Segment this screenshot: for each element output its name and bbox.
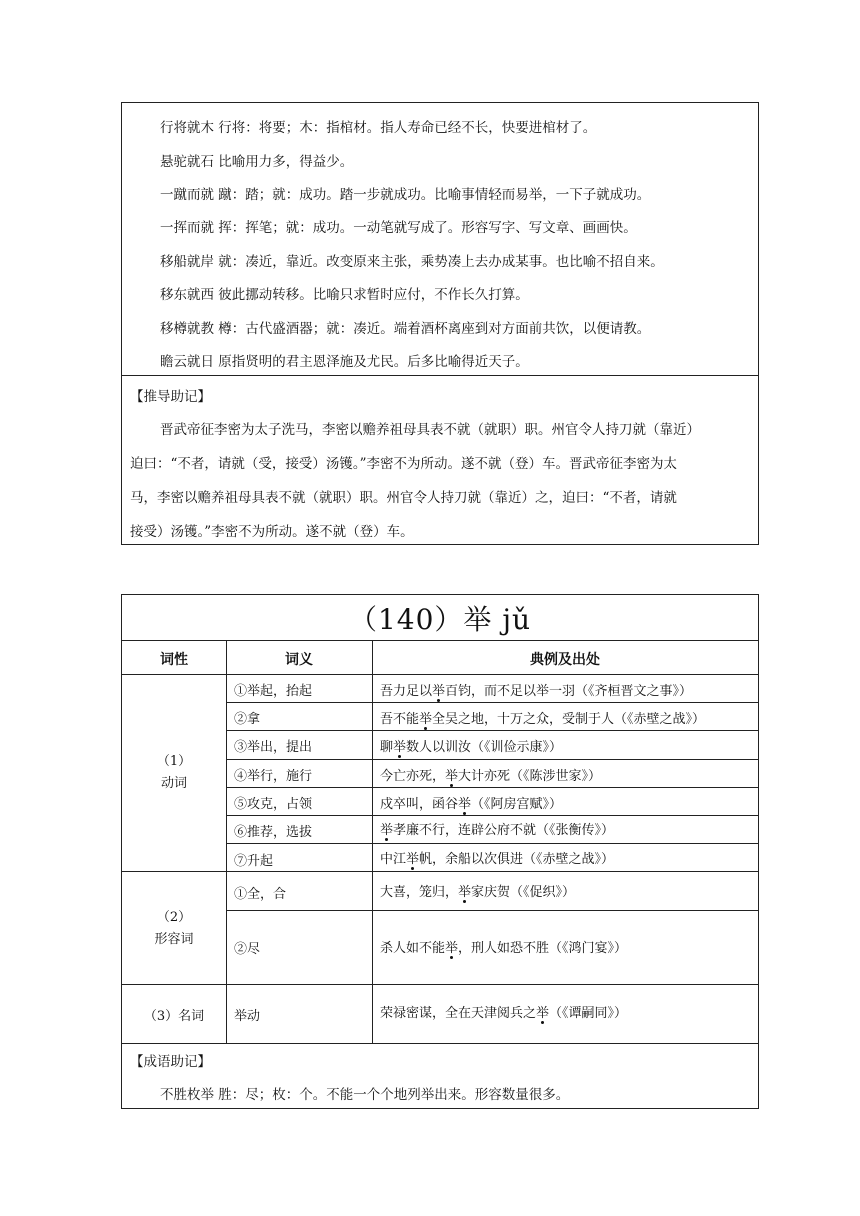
emphasis-char: 举 <box>458 793 471 812</box>
idiom-memory-header: 【成语助记】 <box>130 1054 211 1070</box>
example-cell: 吾力足以举百钧，而不足以举一羽（《齐桓晋文之事》） <box>380 680 692 699</box>
idiom-item: 移樽就教 樽：古代盛酒器；就：凑近。端着酒杯离座到对方面前共饮，以便请教。 <box>160 321 651 337</box>
emphasis-char: 举 <box>393 736 406 755</box>
idiom-item: 移船就岸 就：凑近，靠近。改变原来主张，乘势凑上去办成某事。也比喻不招自来。 <box>160 254 664 270</box>
meaning-cell: ②尽 <box>234 942 261 957</box>
col-header-example: 典例及出处 <box>530 652 600 668</box>
row-line <box>122 984 758 985</box>
emphasis-char: 举 <box>432 680 445 699</box>
emphasis-char: 举 <box>536 1002 549 1021</box>
example-cell: 今亡亦死，举大计亦死（《陈涉世家》） <box>380 765 601 784</box>
col-header-pos: 词性 <box>160 652 188 668</box>
emphasis-char: 举 <box>380 819 393 838</box>
idiom-memory-line: 不胜枚举 胜：尽；枚：个。不能一个个地列举出来。形容数量很多。 <box>160 1087 570 1103</box>
idiom-item: 一蹴而就 蹴：踏；就：成功。踏一步就成功。比喻事情轻而易举，一下子就成功。 <box>160 187 651 203</box>
example-cell: 大喜，笼归，举家庆贺（《促织》） <box>380 881 575 900</box>
idiom-item: 行将就木 行将：将要；木：指棺材。指人寿命已经不长，快要进棺材了。 <box>160 120 597 136</box>
emphasis-char: 举 <box>445 937 458 956</box>
memory-text-line: 马，李密以赡养祖母具表不就（就职）职。州官令人持刀就（靠近）之，迫曰：“不者，请就 <box>130 490 677 506</box>
example-cell: 杀人如不能举，刑人如恐不胜（《鸿门宴》） <box>380 937 627 956</box>
row-line <box>226 815 758 816</box>
row-line <box>226 843 758 844</box>
row-line <box>226 759 758 760</box>
pos-verb: （1） 动词 <box>156 754 192 791</box>
idiom-table-continued <box>121 102 759 545</box>
meaning-cell: ⑤攻克，占领 <box>234 797 313 812</box>
row-line <box>226 787 758 788</box>
meaning-cell: ③举出，提出 <box>234 740 313 755</box>
meaning-cell: 举动 <box>234 1009 261 1024</box>
example-cell: 中江举帆，余船以次俱进（《赤壁之战》） <box>380 848 614 867</box>
row-line <box>226 702 758 703</box>
row-line <box>226 910 758 911</box>
emphasis-char: 举 <box>445 765 458 784</box>
meaning-cell: ①举起，抬起 <box>234 684 313 699</box>
idiom-item: 瞻云就日 原指贤明的君主恩泽施及尤民。后多比喻得近天子。 <box>160 354 529 370</box>
idiom-list <box>122 103 758 375</box>
memory-text-line: 晋武帝征李密为太子洗马，李密以赡养祖母具表不就（就职）职。州官令人持刀就（靠近） <box>160 422 700 438</box>
memory-header: 【推导助记】 <box>130 389 211 405</box>
meaning-cell: ④举行，施行 <box>234 769 313 784</box>
section-divider <box>122 375 758 376</box>
emphasis-char: 举 <box>406 848 419 867</box>
emphasis-char: 举 <box>419 708 432 727</box>
meaning-cell: ⑦升起 <box>234 854 274 869</box>
memory-text-line: 接受）汤镬。”李密不为所动。遂不就（登）车。 <box>130 524 414 540</box>
idiom-item: 悬驼就石 比喻用力多，得益少。 <box>160 154 354 170</box>
col-header-meaning: 词义 <box>285 652 313 668</box>
meaning-cell: ②拿 <box>234 712 261 727</box>
example-cell: 聊举数人以训汝（《训俭示康》） <box>380 736 562 755</box>
entry-title: （140）举 jǔ <box>122 595 758 641</box>
row-line <box>122 1043 758 1044</box>
example-cell: 举孝廉不行，连辟公府不就（《张衡传》） <box>380 819 614 838</box>
pos-adjective: （2） 形容词 <box>154 910 194 947</box>
example-cell: 荣禄密谋，全在天津阅兵之举（《谭嗣同》） <box>380 1002 627 1021</box>
emphasis-char: 举 <box>458 881 471 900</box>
row-line <box>226 730 758 731</box>
entry-table <box>121 594 759 1109</box>
row-line <box>122 871 758 872</box>
row-line <box>122 674 758 675</box>
memory-text-line: 迫曰：“不者，请就（受，接受）汤镬。”李密不为所动。遂不就（登）车。晋武帝征李密为太 <box>130 456 678 472</box>
idiom-item: 一挥而就 挥：挥笔；就：成功。一动笔就写成了。形容写字、写文章、画画快。 <box>160 220 637 236</box>
example-cell: 戍卒叫，函谷举（《阿房宫赋》） <box>380 793 562 812</box>
example-cell: 吾不能举全吴之地，十万之众，受制于人（《赤壁之战》） <box>380 708 705 727</box>
pos-noun: （3）名词 <box>143 1009 205 1024</box>
meaning-cell: ⑥推荐，选拔 <box>234 825 313 840</box>
meaning-cell: ①全，合 <box>234 887 287 902</box>
idiom-item: 移东就西 彼此挪动转移。比喻只求暂时应付，不作长久打算。 <box>160 287 529 303</box>
